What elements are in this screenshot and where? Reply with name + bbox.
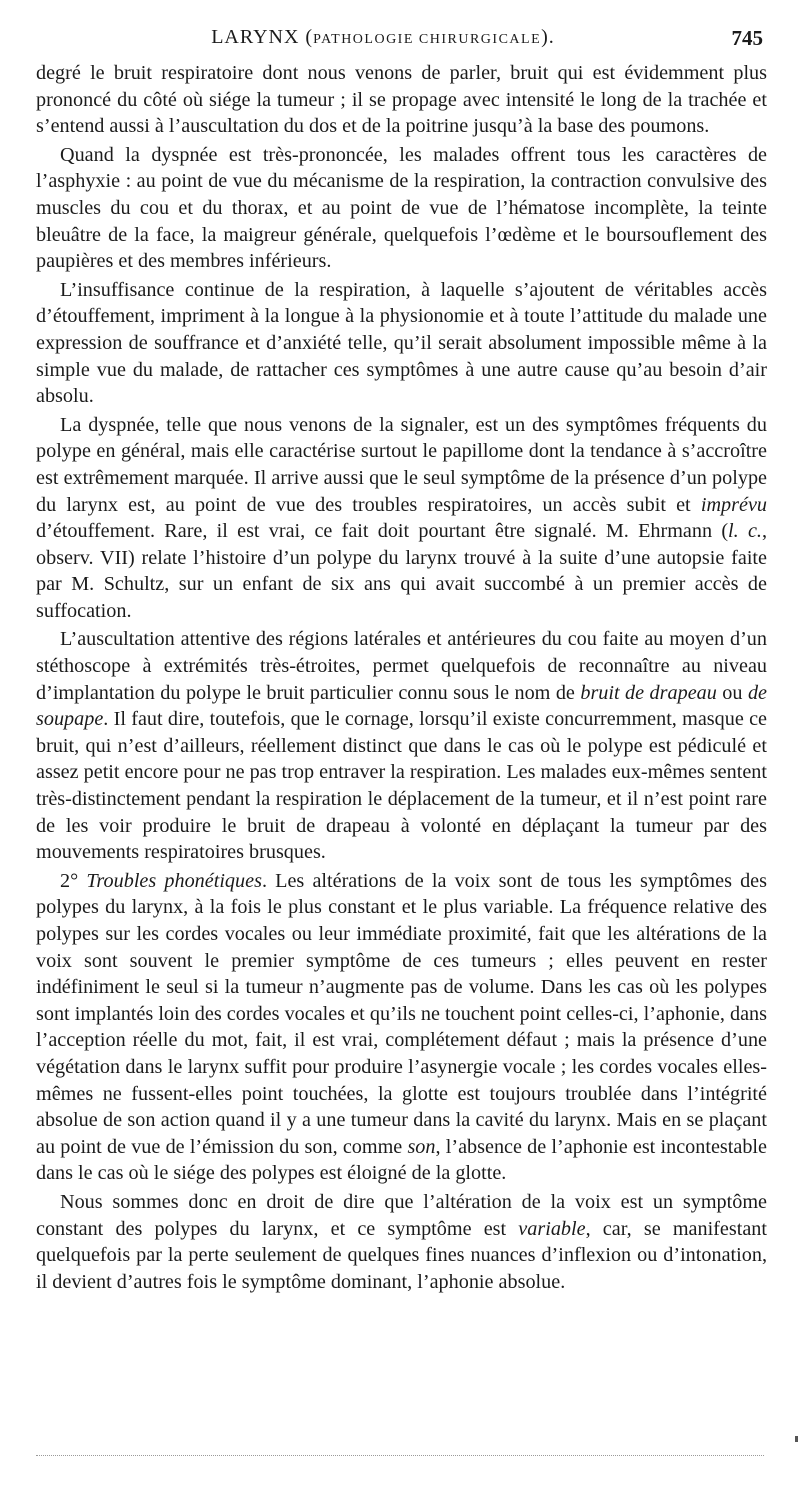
- book-page: [36, 26, 767, 1297]
- body-text: [36, 60, 767, 1295]
- running-title-subject: PATHOLOGIE CHIRURGICALE: [313, 32, 542, 47]
- running-title-end: ).: [541, 26, 555, 48]
- text-segment: L’insuffisance continue de la respiration, à laquelle s’ajoutent de véritables accès d’étouffement, impriment à la longue à la physionomie et à toute l’attitude du malade une expression de souffrance et d’anxiété telle, qu’il serait absolument impossible même à la simple vue du malade, de rattacher ces symptômes à une autre cause qu’au besoin d’air absolu.: [36, 278, 767, 408]
- italic-text: bruit de drapeau: [580, 681, 717, 704]
- italic-text: de soupape: [36, 681, 768, 731]
- text-segment: , observ. VII) relate l’histoire d’un polype du larynx trouvé à la suite d’une autopsie faite par M. Schultz, sur un enfant de six ans qui avait succombé à un premier accès de suffocation.: [36, 520, 767, 622]
- text-segment: d’étouffement. Rare, il est vrai, ce fait doit pourtant être signalé. M. Ehrmann (: [36, 520, 729, 543]
- running-title-main: LARYNX (: [211, 26, 314, 48]
- paragraph: [36, 277, 767, 410]
- text-segment: La dyspnée, telle que nous venons de la signaler, est un des symptômes fréquents du polype en général, mais elle caractérise surtout le papillome dont la tendance à s’accroître est extrêmement marquée. Il arrive aussi que le seul symptôme de la présence d’un polype du larynx est, au point de vue des troubles respiratoires, un accès subit et: [36, 413, 767, 516]
- text-segment: degré le bruit respiratoire dont nous venons de parler, bruit qui est évidemment plus prononcé du côté où siége la tumeur ; il se propage avec intensité le long de la trachée et s’entend aussi à l’auscultation du dos et de la poitrine jusqu’à la base des poumons.: [36, 62, 767, 138]
- page-number: 745: [731, 26, 763, 50]
- paragraph: [36, 60, 767, 140]
- paragraph: [36, 412, 767, 625]
- italic-text: variable: [518, 1217, 586, 1240]
- paragraph: [36, 626, 767, 865]
- text-segment: , l’absence de l’aphonie est incontestable dans le cas où le siége des polypes est éloigné de la glotte.: [36, 1135, 767, 1185]
- text-segment: 2°: [60, 869, 87, 892]
- paragraph: [36, 868, 767, 1187]
- footer-dotted-rule: [36, 1455, 764, 1456]
- italic-text: imprévu: [700, 493, 767, 516]
- italic-text: Troubles phonétiques: [86, 869, 262, 892]
- text-segment: . Il faut dire, toutefois, que le cornage, lorsqu’il existe concurremment, masque ce bruit, qui n’est d’ailleurs, réellement distinct que dans le cas où le polype est pédiculé et assez petit encore pour ne pas trop entraver la respiration. Les malades eux-mêmes sentent très-distinctement pendant la respiration le déplacement de la tumeur, et il n’est point rare de les voir produire le bruit de drapeau à volonté en déplaçant la tumeur par des mouvements respiratoires brusques.: [36, 708, 767, 864]
- edge-mark: [795, 1436, 798, 1442]
- paragraph: [36, 142, 767, 275]
- running-header: [36, 26, 767, 60]
- text-segment: L’auscultation attentive des régions latérales et antérieures du cou faite au moyen d’un stéthoscope à extrémités très-étroites, permet quelquefois de reconnaître au niveau d’implantation du polype le bruit particulier connu sous le nom de: [36, 628, 767, 704]
- running-title: [36, 26, 730, 49]
- text-segment: Quand la dyspnée est très-prononcée, les malades offrent tous les caractères de l’asphyxie : au point de vue du mécanisme de la respiration, la contraction convulsive des muscles du cou et du thorax, et au point de vue de l’hématose incomplète, la teinte bleuâtre de la face, la maigreur générale, quelquefois l’œdème et le boursouflement des paupières et des membres inférieurs.: [36, 143, 767, 273]
- paragraph: [36, 1189, 767, 1295]
- text-segment: , car, se manifestant quelquefois par la perte seulement de quelques fines nuances d’inflexion ou d’intonation, il devient d’autres fois le symptôme dominant, l’aphonie absolue.: [36, 1217, 767, 1293]
- italic-text: l. c.: [728, 520, 762, 543]
- text-segment: . Les altérations de la voix sont de tous les symptômes des polypes du larynx, à la fois le plus constant et le plus variable. La fréquence relative des polypes sur les cordes vocales ou leur immédiate proximité, fait que les altérations de la voix sont souvent le premier symptôme de ces tumeurs ; elles peuvent en rester indéfiniment le seul si la tumeur n’augmente pas de volume. Dans les cas où les polypes sont implantés loin des cordes vocales et qu’ils ne touchent point celles-ci, l’aphonie, dans l’acception réelle du mot, fait, il est vrai, complétement défaut ; mais la présence d’une végétation dans le larynx suffit pour produire l’asynergie vocale ; les cordes vocales elles-mêmes ne fussent-elles point touchées, la glotte est toujours troublée dans l’intégrité absolue de son action quand il y a une tumeur dans la cavité du larynx. Mais en se plaçant au point de vue de l’émission du son, comme: [36, 869, 768, 1158]
- text-segment: Nous sommes donc en droit de dire que l’altération de la voix est un symptôme constant des polypes du larynx, et ce symptôme est: [36, 1190, 767, 1240]
- text-segment: ou: [716, 681, 748, 704]
- italic-text: son: [407, 1135, 436, 1158]
